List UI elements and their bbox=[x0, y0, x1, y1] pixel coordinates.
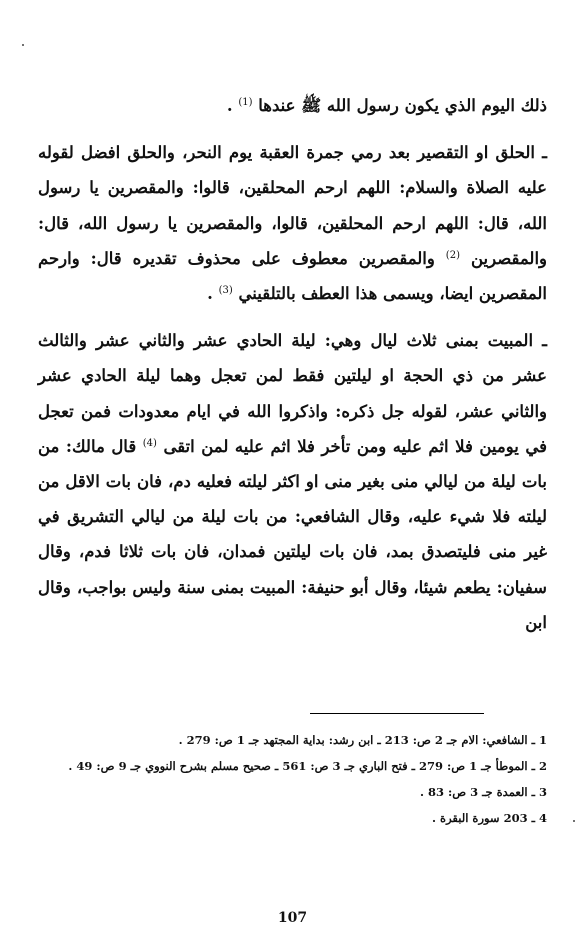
paragraph-end: . bbox=[226, 96, 239, 115]
footnote-separator bbox=[310, 713, 484, 714]
paragraph-text-continued: قال مالك: من بات ليلة من ليالي منى بغير منى او اكثر ليلته فعليه دم، فان بات الاقل من ليلته فلا شيء عليه، وقال الشافعي: من بات ليلة من ليالي التشريق في غير منى فليتصدق بمد، فان بات ليلتين فمدان، فان بات ثلاثا فدم، وقال سفيان: يطعم شيئا، وقال أبو حنيفة: المبيت بمنى سنة وليس بواجب، وقال ابن bbox=[38, 436, 547, 632]
footnote-4: 4 ـ 203 سورة البقرة . bbox=[432, 811, 547, 825]
paragraph-3 bbox=[38, 323, 547, 640]
footnotes bbox=[40, 730, 547, 834]
paragraph-end: . bbox=[207, 284, 219, 304]
footnote-2: 2 ـ الموطأ جـ 1 ص: 279 ـ فتح الباري جـ 3 ص: 561 ـ صحيح مسلم بشرح النووي جـ 9 ص: 49 . bbox=[68, 759, 547, 773]
scan-speck bbox=[573, 820, 575, 822]
footnote-ref-4: (4) bbox=[142, 437, 157, 449]
paragraph-text: ذلك اليوم الذي يكون رسول الله ﷺ عندها bbox=[258, 96, 547, 115]
footnote-ref-3: (3) bbox=[218, 285, 233, 297]
paragraph-text: ـ الحلق او التقصير بعد رمي جمرة العقبة يوم النحر، والحلق افضل لقوله عليه الصلاة والسلام: اللهم ارحم المحلقين، قالوا: والمقصرين يا رسول الله، قال: اللهم ارحم المحلقين، قالوا، والمقصرين يا رسول الله، قال: والمقصرين bbox=[38, 143, 547, 268]
scan-speck bbox=[22, 44, 24, 46]
footnote-3: 3 ـ العمدة جـ 3 ص: 83 . bbox=[419, 785, 547, 799]
footnote-ref-2: (2) bbox=[445, 249, 460, 261]
page-number: 107 bbox=[277, 910, 308, 926]
paragraph-1 bbox=[38, 88, 547, 123]
paragraph-2 bbox=[38, 135, 547, 311]
paragraph-text: ـ المبيت بمنى ثلاث ليال وهي: ليلة الحادي عشر والثاني عشر والثالث عشر من ذي الحجة او ليلتين فقط لمن تعجل وهما ليلة الحادي عشر والثاني عشر، لقوله جل ذكره: واذكروا الله في ايام معدودات فمن تعجل في يومين فلا اثم عليه ومن تأخر فلا اثم عليه لمن اتقى bbox=[38, 331, 547, 456]
footnote-1: 1 ـ الشافعي: الام جـ 2 ص: 213 ـ ابن رشد: بداية المجتهد جـ 1 ص: 279 . bbox=[178, 733, 547, 747]
footnote-ref-1: (1) bbox=[238, 97, 253, 108]
paragraph-text-continued: والمقصرين معطوف على محذوف تقديره قال: وارحم المقصرين ايضا، ويسمى هذا العطف بالتلقيني bbox=[38, 248, 547, 304]
main-text bbox=[38, 88, 547, 640]
